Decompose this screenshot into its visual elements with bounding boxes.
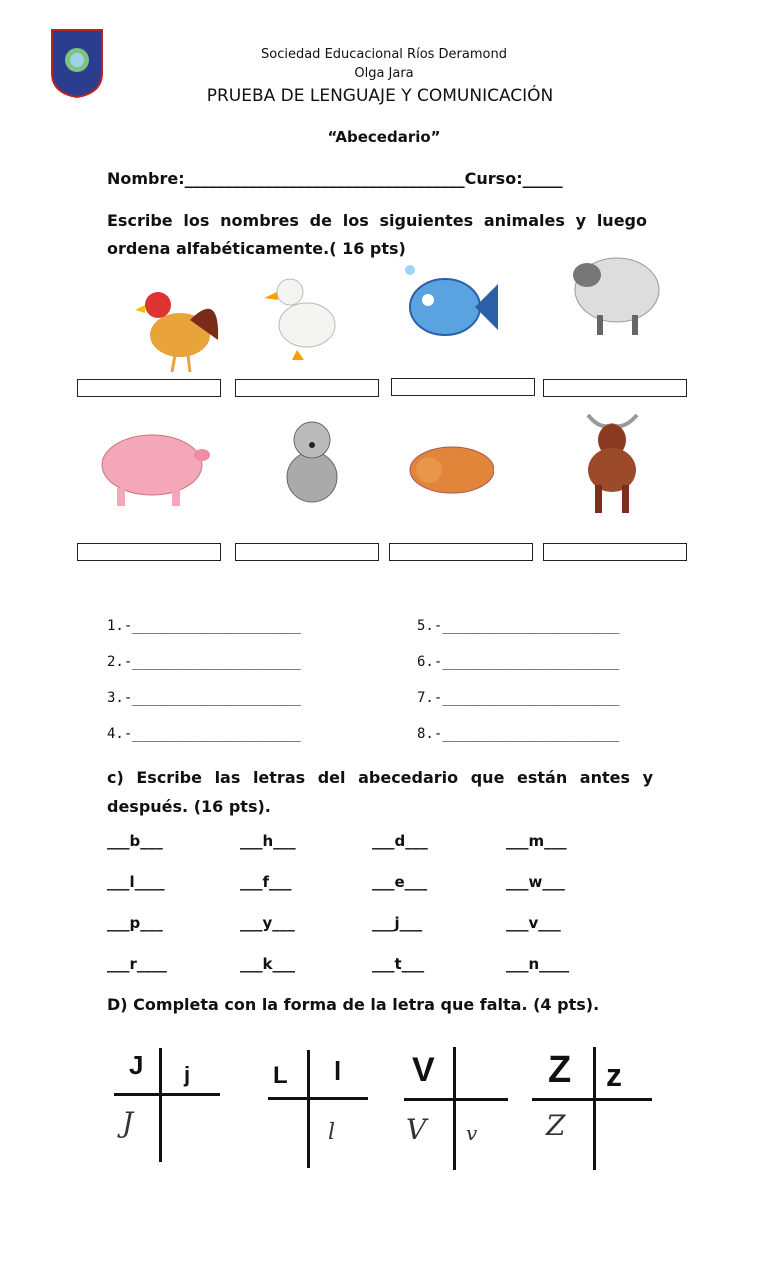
answer-line-6[interactable]: 6.-_____________________ [417, 654, 620, 670]
answer-line-1[interactable]: 1.-____________________ [107, 618, 301, 634]
cursive-lowercase: v [466, 1121, 478, 1145]
fish-name-box[interactable] [391, 378, 535, 396]
teacher-name: Olga Jara [354, 66, 414, 81]
letter-pair-blank[interactable]: ___t___ [372, 955, 425, 973]
letter-grid-j [114, 1048, 220, 1162]
print-uppercase: L [273, 1062, 288, 1089]
bull-image [580, 405, 645, 517]
school-name: Sociedad Educacional Ríos Deramond [261, 47, 507, 62]
letter-pair-blank[interactable]: ___b___ [107, 832, 163, 850]
course-label: Curso: [464, 169, 523, 188]
letter-pair-blank[interactable]: ___j___ [372, 914, 423, 932]
letter-pair-blank[interactable]: ___d___ [372, 832, 428, 850]
rooster-image [130, 280, 222, 375]
dog-image [280, 415, 345, 505]
print-lowercase: j [184, 1062, 191, 1087]
rooster-name-box[interactable] [77, 379, 221, 397]
print-lowercase: z [606, 1057, 622, 1093]
letter-pair-blank[interactable]: ___v___ [506, 914, 561, 932]
answer-line-4[interactable]: 4.-____________________ [107, 726, 301, 742]
letter-pair-blank[interactable]: ___l____ [107, 873, 165, 891]
name-field[interactable]: ___________________________________ [184, 169, 465, 188]
letter-pair-blank[interactable]: ___n____ [506, 955, 570, 973]
letter-pair-blank[interactable]: ___y___ [240, 914, 295, 932]
course-field[interactable]: _____ [522, 169, 563, 188]
sheep-name-box[interactable] [543, 379, 687, 397]
letter-pair-blank[interactable]: ___m___ [506, 832, 567, 850]
letter-pair-blank[interactable]: ___w___ [506, 873, 565, 891]
dog-name-box[interactable] [235, 543, 379, 561]
letter-pair-blank[interactable]: ___r____ [107, 955, 167, 973]
worksheet-subtitle: “Abecedario” [327, 128, 441, 146]
sheep-image [562, 240, 662, 340]
answer-line-7[interactable]: 7.-_____________________ [417, 690, 620, 706]
print-lowercase: l [334, 1056, 342, 1086]
duck-name-box[interactable] [235, 379, 379, 397]
letter-grid-z [532, 1047, 652, 1170]
letter-grid-v [404, 1047, 508, 1170]
letter-pair-blank[interactable]: ___k___ [240, 955, 295, 973]
answer-line-2[interactable]: 2.-____________________ [107, 654, 301, 670]
section-c-instruction: c) Escribe las letras del abecedario que están antes y después. (16 pts). [107, 768, 653, 816]
bull-name-box[interactable] [543, 543, 687, 561]
cursive-uppercase: Z [546, 1109, 566, 1142]
letter-pair-blank[interactable]: ___e___ [372, 873, 428, 891]
fish-image [400, 262, 500, 350]
letter-pair-blank[interactable]: ___f___ [240, 873, 292, 891]
name-label: Nombre: [107, 169, 185, 188]
section-a-instruction: Escribe los nombres de los siguientes animales y luego ordena alfabéticamente.( 16 pts) [107, 211, 647, 258]
duck-image [262, 270, 342, 365]
letter-pair-blank[interactable]: ___h___ [240, 832, 296, 850]
cursive-uppercase: J [122, 1106, 134, 1139]
cat-image [404, 440, 494, 495]
answer-line-8[interactable]: 8.-_____________________ [417, 726, 620, 742]
section-d-instruction: D) Completa con la forma de la letra que falta. (4 pts). [107, 995, 600, 1014]
pig-name-box[interactable] [77, 543, 221, 561]
answer-line-3[interactable]: 3.-____________________ [107, 690, 301, 706]
test-title: PRUEBA DE LENGUAJE Y COMUNICACIÓN [206, 86, 554, 106]
answer-line-5[interactable]: 5.-_____________________ [417, 618, 620, 634]
cursive-uppercase: V [406, 1113, 427, 1146]
letter-pair-blank[interactable]: ___p___ [107, 914, 163, 932]
print-uppercase: V [412, 1051, 435, 1089]
student-line [107, 169, 563, 188]
print-uppercase: Z [548, 1049, 572, 1091]
cursive-lowercase: l [328, 1120, 336, 1145]
print-uppercase: J [129, 1050, 144, 1080]
pig-image [92, 420, 217, 510]
letter-grid-l [268, 1050, 368, 1168]
cat-name-box[interactable] [389, 543, 533, 561]
